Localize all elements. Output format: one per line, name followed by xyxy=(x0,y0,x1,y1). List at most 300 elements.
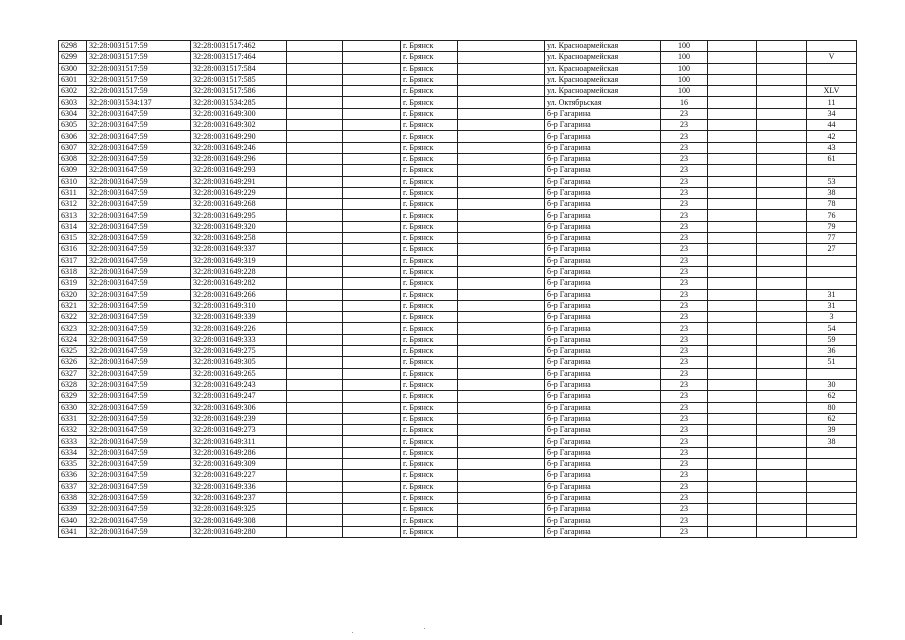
area-cell: 23 xyxy=(661,526,708,537)
area-cell: 23 xyxy=(661,515,708,526)
record-number-cell: 6300 xyxy=(59,63,87,74)
extra-value-cell: XLV xyxy=(807,86,857,97)
area-cell: 23 xyxy=(661,233,708,244)
cadastral-number-cell: 32:28:0031649:309 xyxy=(191,458,287,469)
empty-cell xyxy=(343,312,401,323)
table-row xyxy=(59,289,857,300)
table-row xyxy=(59,458,857,469)
record-number-cell: 6311 xyxy=(59,187,87,198)
empty-cell xyxy=(343,391,401,402)
street-cell: б-р Гагарина xyxy=(545,221,661,232)
empty-cell xyxy=(287,323,343,334)
extra-value-cell: 27 xyxy=(807,244,857,255)
empty-cell xyxy=(287,153,343,164)
parent-cadastral-cell: 32:28:0031647:59 xyxy=(87,515,191,526)
record-number-cell: 6338 xyxy=(59,492,87,503)
parent-cadastral-cell: 32:28:0031647:59 xyxy=(87,108,191,119)
empty-cell xyxy=(287,300,343,311)
cadastral-number-cell: 32:28:0031649:300 xyxy=(191,108,287,119)
extra-value-cell: 34 xyxy=(807,108,857,119)
city-cell: г. Брянск xyxy=(401,142,458,153)
street-cell: б-р Гагарина xyxy=(545,142,661,153)
record-number-cell: 6314 xyxy=(59,221,87,232)
area-cell: 23 xyxy=(661,402,708,413)
area-cell: 23 xyxy=(661,504,708,515)
empty-cell xyxy=(708,165,757,176)
extra-value-cell: 80 xyxy=(807,402,857,413)
empty-cell xyxy=(708,368,757,379)
empty-cell xyxy=(458,334,545,345)
empty-cell xyxy=(287,515,343,526)
street-cell: б-р Гагарина xyxy=(545,187,661,198)
cadastral-number-cell: 32:28:0031649:226 xyxy=(191,323,287,334)
empty-cell xyxy=(757,244,807,255)
area-cell: 100 xyxy=(661,41,708,52)
empty-cell xyxy=(343,526,401,537)
table-row xyxy=(59,120,857,131)
empty-cell xyxy=(287,221,343,232)
empty-cell xyxy=(708,289,757,300)
city-cell: г. Брянск xyxy=(401,131,458,142)
table-row xyxy=(59,357,857,368)
empty-cell xyxy=(708,63,757,74)
street-cell: б-р Гагарина xyxy=(545,300,661,311)
record-number-cell: 6341 xyxy=(59,526,87,537)
empty-cell xyxy=(757,255,807,266)
city-cell: г. Брянск xyxy=(401,323,458,334)
empty-cell xyxy=(343,74,401,85)
parent-cadastral-cell: 32:28:0031647:59 xyxy=(87,142,191,153)
empty-cell xyxy=(708,391,757,402)
empty-cell xyxy=(708,357,757,368)
city-cell: г. Брянск xyxy=(401,436,458,447)
street-cell: б-р Гагарина xyxy=(545,436,661,447)
extra-value-cell xyxy=(807,165,857,176)
area-cell: 23 xyxy=(661,244,708,255)
empty-cell xyxy=(343,41,401,52)
city-cell: г. Брянск xyxy=(401,492,458,503)
area-cell: 23 xyxy=(661,153,708,164)
record-number-cell: 6303 xyxy=(59,97,87,108)
cadastral-number-cell: 32:28:0031649:228 xyxy=(191,266,287,277)
table-row xyxy=(59,74,857,85)
empty-cell xyxy=(708,108,757,119)
street-cell: ул. Красноармейская xyxy=(545,52,661,63)
area-cell: 23 xyxy=(661,300,708,311)
street-cell: б-р Гагарина xyxy=(545,504,661,515)
table-row xyxy=(59,368,857,379)
empty-cell xyxy=(757,233,807,244)
record-number-cell: 6316 xyxy=(59,244,87,255)
empty-cell xyxy=(708,153,757,164)
empty-cell xyxy=(343,334,401,345)
empty-cell xyxy=(458,470,545,481)
record-number-cell: 6329 xyxy=(59,391,87,402)
empty-cell xyxy=(757,278,807,289)
city-cell: г. Брянск xyxy=(401,515,458,526)
empty-cell xyxy=(458,300,545,311)
empty-cell xyxy=(287,447,343,458)
street-cell: б-р Гагарина xyxy=(545,515,661,526)
empty-cell xyxy=(287,289,343,300)
empty-cell xyxy=(458,86,545,97)
street-cell: б-р Гагарина xyxy=(545,346,661,357)
empty-cell xyxy=(458,52,545,63)
cadastral-number-cell: 32:28:0031649:319 xyxy=(191,255,287,266)
table-row xyxy=(59,481,857,492)
street-cell: б-р Гагарина xyxy=(545,391,661,402)
empty-cell xyxy=(343,481,401,492)
table-row xyxy=(59,391,857,402)
cadastral-number-cell: 32:28:0031649:306 xyxy=(191,402,287,413)
empty-cell xyxy=(708,52,757,63)
cadastral-number-cell: 32:28:0031517:462 xyxy=(191,41,287,52)
empty-cell xyxy=(287,458,343,469)
parent-cadastral-cell: 32:28:0031647:59 xyxy=(87,346,191,357)
empty-cell xyxy=(287,402,343,413)
empty-cell xyxy=(458,131,545,142)
empty-cell xyxy=(708,312,757,323)
empty-cell xyxy=(757,86,807,97)
street-cell: б-р Гагарина xyxy=(545,165,661,176)
record-number-cell: 6335 xyxy=(59,458,87,469)
empty-cell xyxy=(458,368,545,379)
parent-cadastral-cell: 32:28:0031647:59 xyxy=(87,323,191,334)
cadastral-number-cell: 32:28:0031649:308 xyxy=(191,515,287,526)
extra-value-cell xyxy=(807,278,857,289)
area-cell: 23 xyxy=(661,368,708,379)
empty-cell xyxy=(757,41,807,52)
area-cell: 16 xyxy=(661,97,708,108)
empty-cell xyxy=(458,492,545,503)
cadastral-number-cell: 32:28:0031649:305 xyxy=(191,357,287,368)
empty-cell xyxy=(343,492,401,503)
area-cell: 23 xyxy=(661,323,708,334)
cadastral-number-cell: 32:28:0031649:337 xyxy=(191,244,287,255)
empty-cell xyxy=(458,323,545,334)
empty-cell xyxy=(287,278,343,289)
empty-cell xyxy=(458,266,545,277)
empty-cell xyxy=(757,346,807,357)
empty-cell xyxy=(708,492,757,503)
empty-cell xyxy=(458,312,545,323)
empty-cell xyxy=(343,187,401,198)
street-cell: б-р Гагарина xyxy=(545,458,661,469)
city-cell: г. Брянск xyxy=(401,481,458,492)
table-row xyxy=(59,526,857,537)
parent-cadastral-cell: 32:28:0031647:59 xyxy=(87,221,191,232)
empty-cell xyxy=(458,278,545,289)
parent-cadastral-cell: 32:28:0031647:59 xyxy=(87,300,191,311)
parent-cadastral-cell: 32:28:0031647:59 xyxy=(87,199,191,210)
extra-value-cell: 43 xyxy=(807,142,857,153)
empty-cell xyxy=(757,402,807,413)
empty-cell xyxy=(458,233,545,244)
record-number-cell: 6301 xyxy=(59,74,87,85)
empty-cell xyxy=(343,368,401,379)
empty-cell xyxy=(287,74,343,85)
parent-cadastral-cell: 32:28:0031534:137 xyxy=(87,97,191,108)
street-cell: б-р Гагарина xyxy=(545,120,661,131)
extra-value-cell: 38 xyxy=(807,436,857,447)
record-number-cell: 6325 xyxy=(59,346,87,357)
extra-value-cell: 62 xyxy=(807,391,857,402)
record-number-cell: 6306 xyxy=(59,131,87,142)
extra-value-cell: 76 xyxy=(807,210,857,221)
street-cell: б-р Гагарина xyxy=(545,312,661,323)
table-row xyxy=(59,199,857,210)
record-number-cell: 6339 xyxy=(59,504,87,515)
empty-cell xyxy=(287,131,343,142)
empty-cell xyxy=(458,425,545,436)
empty-cell xyxy=(757,323,807,334)
cadastral-number-cell: 32:28:0031649:295 xyxy=(191,210,287,221)
empty-cell xyxy=(287,481,343,492)
table-row xyxy=(59,266,857,277)
city-cell: г. Брянск xyxy=(401,221,458,232)
parent-cadastral-cell: 32:28:0031647:59 xyxy=(87,357,191,368)
empty-cell xyxy=(287,425,343,436)
parent-cadastral-cell: 32:28:0031647:59 xyxy=(87,526,191,537)
parent-cadastral-cell: 32:28:0031647:59 xyxy=(87,153,191,164)
parent-cadastral-cell: 32:28:0031517:59 xyxy=(87,52,191,63)
table-row xyxy=(59,244,857,255)
city-cell: г. Брянск xyxy=(401,391,458,402)
empty-cell xyxy=(343,278,401,289)
empty-cell xyxy=(757,165,807,176)
cadastral-number-cell: 32:28:0031534:285 xyxy=(191,97,287,108)
area-cell: 23 xyxy=(661,391,708,402)
parent-cadastral-cell: 32:28:0031647:59 xyxy=(87,504,191,515)
cadastral-number-cell: 32:28:0031649:311 xyxy=(191,436,287,447)
empty-cell xyxy=(757,413,807,424)
street-cell: б-р Гагарина xyxy=(545,402,661,413)
empty-cell xyxy=(757,63,807,74)
cadastral-number-cell: 32:28:0031649:310 xyxy=(191,300,287,311)
table-row xyxy=(59,425,857,436)
cadastral-number-cell: 32:28:0031649:333 xyxy=(191,334,287,345)
empty-cell xyxy=(708,447,757,458)
area-cell: 23 xyxy=(661,425,708,436)
city-cell: г. Брянск xyxy=(401,210,458,221)
empty-cell xyxy=(458,97,545,108)
cadastral-number-cell: 32:28:0031649:280 xyxy=(191,526,287,537)
record-number-cell: 6315 xyxy=(59,233,87,244)
parent-cadastral-cell: 32:28:0031647:59 xyxy=(87,391,191,402)
empty-cell xyxy=(757,153,807,164)
empty-cell xyxy=(287,199,343,210)
empty-cell xyxy=(458,108,545,119)
area-cell: 23 xyxy=(661,458,708,469)
empty-cell xyxy=(708,142,757,153)
record-number-cell: 6313 xyxy=(59,210,87,221)
cadastral-number-cell: 32:28:0031649:290 xyxy=(191,131,287,142)
table-row xyxy=(59,504,857,515)
empty-cell xyxy=(343,425,401,436)
table-row xyxy=(59,436,857,447)
empty-cell xyxy=(287,108,343,119)
street-cell: ул. Красноармейская xyxy=(545,63,661,74)
area-cell: 23 xyxy=(661,199,708,210)
table-row xyxy=(59,97,857,108)
city-cell: г. Брянск xyxy=(401,402,458,413)
extra-value-cell xyxy=(807,526,857,537)
empty-cell xyxy=(458,41,545,52)
street-cell: б-р Гагарина xyxy=(545,357,661,368)
street-cell: б-р Гагарина xyxy=(545,108,661,119)
table-row xyxy=(59,210,857,221)
extra-value-cell: 3 xyxy=(807,312,857,323)
record-number-cell: 6326 xyxy=(59,357,87,368)
street-cell: б-р Гагарина xyxy=(545,447,661,458)
empty-cell xyxy=(287,176,343,187)
cadastral-number-cell: 32:28:0031649:320 xyxy=(191,221,287,232)
record-number-cell: 6308 xyxy=(59,153,87,164)
cadastral-number-cell: 32:28:0031649:247 xyxy=(191,391,287,402)
cadastral-number-cell: 32:28:0031649:275 xyxy=(191,346,287,357)
empty-cell xyxy=(757,470,807,481)
table-row xyxy=(59,300,857,311)
area-cell: 100 xyxy=(661,63,708,74)
record-number-cell: 6333 xyxy=(59,436,87,447)
street-cell: б-р Гагарина xyxy=(545,379,661,390)
empty-cell xyxy=(287,266,343,277)
street-cell: б-р Гагарина xyxy=(545,153,661,164)
parent-cadastral-cell: 32:28:0031647:59 xyxy=(87,492,191,503)
empty-cell xyxy=(287,391,343,402)
empty-cell xyxy=(458,379,545,390)
extra-value-cell xyxy=(807,447,857,458)
empty-cell xyxy=(458,187,545,198)
empty-cell xyxy=(708,86,757,97)
empty-cell xyxy=(458,481,545,492)
city-cell: г. Брянск xyxy=(401,300,458,311)
empty-cell xyxy=(343,233,401,244)
record-number-cell: 6322 xyxy=(59,312,87,323)
empty-cell xyxy=(458,153,545,164)
empty-cell xyxy=(343,176,401,187)
extra-value-cell: V xyxy=(807,52,857,63)
empty-cell xyxy=(287,492,343,503)
city-cell: г. Брянск xyxy=(401,153,458,164)
empty-cell xyxy=(708,244,757,255)
record-number-cell: 6328 xyxy=(59,379,87,390)
city-cell: г. Брянск xyxy=(401,74,458,85)
empty-cell xyxy=(287,63,343,74)
cadastral-number-cell: 32:28:0031649:273 xyxy=(191,425,287,436)
area-cell: 23 xyxy=(661,108,708,119)
table-row xyxy=(59,221,857,232)
empty-cell xyxy=(458,515,545,526)
extra-value-cell xyxy=(807,515,857,526)
empty-cell xyxy=(343,470,401,481)
table-row xyxy=(59,131,857,142)
empty-cell xyxy=(708,515,757,526)
parent-cadastral-cell: 32:28:0031647:59 xyxy=(87,481,191,492)
empty-cell xyxy=(458,391,545,402)
extra-value-cell: 79 xyxy=(807,221,857,232)
street-cell: ул. Красноармейская xyxy=(545,86,661,97)
table-row xyxy=(59,323,857,334)
empty-cell xyxy=(343,504,401,515)
extra-value-cell: 59 xyxy=(807,334,857,345)
empty-cell xyxy=(708,131,757,142)
area-cell: 23 xyxy=(661,447,708,458)
street-cell: б-р Гагарина xyxy=(545,526,661,537)
parent-cadastral-cell: 32:28:0031647:59 xyxy=(87,312,191,323)
parent-cadastral-cell: 32:28:0031647:59 xyxy=(87,470,191,481)
table-row xyxy=(59,402,857,413)
empty-cell xyxy=(458,413,545,424)
empty-cell xyxy=(708,221,757,232)
empty-cell xyxy=(343,402,401,413)
extra-value-cell xyxy=(807,266,857,277)
extra-value-cell: 51 xyxy=(807,357,857,368)
record-number-cell: 6330 xyxy=(59,402,87,413)
empty-cell xyxy=(708,425,757,436)
parent-cadastral-cell: 32:28:0031647:59 xyxy=(87,425,191,436)
record-number-cell: 6340 xyxy=(59,515,87,526)
cadastral-number-cell: 32:28:0031649:336 xyxy=(191,481,287,492)
empty-cell xyxy=(343,300,401,311)
empty-cell xyxy=(343,165,401,176)
empty-cell xyxy=(287,120,343,131)
extra-value-cell xyxy=(807,74,857,85)
empty-cell xyxy=(458,176,545,187)
table-row xyxy=(59,142,857,153)
parent-cadastral-cell: 32:28:0031647:59 xyxy=(87,379,191,390)
area-cell: 23 xyxy=(661,470,708,481)
empty-cell xyxy=(458,244,545,255)
empty-cell xyxy=(343,357,401,368)
empty-cell xyxy=(757,515,807,526)
empty-cell xyxy=(458,504,545,515)
table-row xyxy=(59,165,857,176)
empty-cell xyxy=(458,74,545,85)
cadastral-number-cell: 32:28:0031649:325 xyxy=(191,504,287,515)
city-cell: г. Брянск xyxy=(401,334,458,345)
record-number-cell: 6302 xyxy=(59,86,87,97)
parent-cadastral-cell: 32:28:0031647:59 xyxy=(87,120,191,131)
cadastral-number-cell: 32:28:0031517:584 xyxy=(191,63,287,74)
city-cell: г. Брянск xyxy=(401,504,458,515)
empty-cell xyxy=(343,210,401,221)
parent-cadastral-cell: 32:28:0031647:59 xyxy=(87,402,191,413)
empty-cell xyxy=(458,221,545,232)
cadastral-number-cell: 32:28:0031649:291 xyxy=(191,176,287,187)
area-cell: 100 xyxy=(661,74,708,85)
table-row xyxy=(59,86,857,97)
empty-cell xyxy=(757,458,807,469)
empty-cell xyxy=(708,436,757,447)
record-number-cell: 6307 xyxy=(59,142,87,153)
cadastral-number-cell: 32:28:0031517:585 xyxy=(191,74,287,85)
city-cell: г. Брянск xyxy=(401,86,458,97)
table-row xyxy=(59,447,857,458)
parent-cadastral-cell: 32:28:0031517:59 xyxy=(87,41,191,52)
record-number-cell: 6324 xyxy=(59,334,87,345)
empty-cell xyxy=(458,63,545,74)
parent-cadastral-cell: 32:28:0031647:59 xyxy=(87,266,191,277)
extra-value-cell: 78 xyxy=(807,199,857,210)
empty-cell xyxy=(458,165,545,176)
parent-cadastral-cell: 32:28:0031647:59 xyxy=(87,165,191,176)
street-cell: б-р Гагарина xyxy=(545,233,661,244)
empty-cell xyxy=(757,334,807,345)
record-number-cell: 6327 xyxy=(59,368,87,379)
street-cell: ул. Красноармейская xyxy=(545,41,661,52)
extra-value-cell xyxy=(807,492,857,503)
